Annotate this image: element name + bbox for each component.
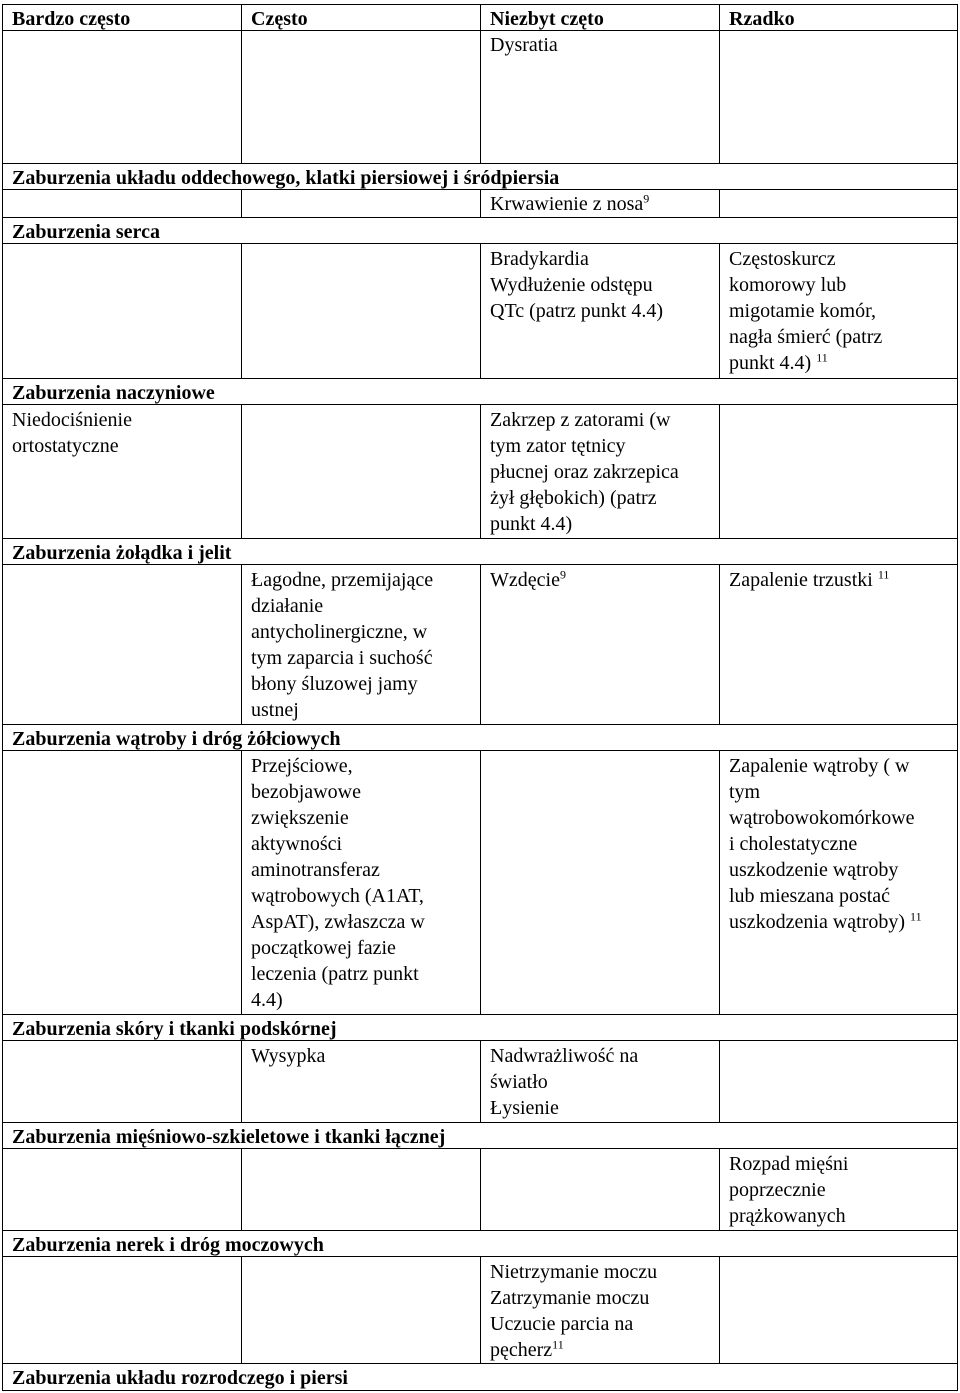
header-common: Często xyxy=(251,8,308,30)
section-gastrointestinal: Zaburzenia żołądka i jelit xyxy=(12,542,232,564)
border xyxy=(719,1256,720,1364)
cell-gi-uncommon: Wzdęcie$^9$ xyxy=(490,567,566,591)
header-very-common: Bardzo często xyxy=(12,8,131,30)
border xyxy=(2,4,3,1391)
border xyxy=(241,404,242,539)
cell-skin-uncommon: Nadwrażliwość na światło Łysienie xyxy=(490,1045,639,1119)
cell-heart-uncommon: Bradykardia Wydłużenie odstępu QTc (patrz punkt 4.4) xyxy=(490,248,663,322)
border xyxy=(957,4,958,1391)
cell-renal-uncommon: Nietrzymanie moczu Zatrzymanie moczu Uczucie parcia na pęcherz$^{11}$ xyxy=(490,1261,658,1361)
section-reproductive: Zaburzenia układu rozrodczego i piersi xyxy=(12,1367,348,1389)
border xyxy=(241,1148,242,1231)
border xyxy=(480,564,481,725)
border xyxy=(480,1256,481,1364)
border xyxy=(480,1040,481,1123)
border xyxy=(719,1148,720,1231)
section-vascular: Zaburzenia naczyniowe xyxy=(12,382,215,404)
cell-nosebleed: Krwawienie z nosa$^9$ xyxy=(490,191,650,215)
border xyxy=(241,243,242,379)
cell-gi-rare: Zapalenie trzustki $^{11}$ xyxy=(729,567,890,591)
header-uncommon: Niezbyt częto xyxy=(490,8,604,30)
border xyxy=(241,189,242,218)
cell-vascular-very-common: Niedociśnienie ortostatyczne xyxy=(12,409,132,457)
header-rare: Rzadko xyxy=(729,8,795,30)
border xyxy=(241,1040,242,1123)
cell-musc-rare: Rozpad mięśni poprzecznie prążkowanych xyxy=(729,1153,849,1227)
border xyxy=(480,750,481,1015)
section-liver: Zaburzenia wątroby i dróg żółciowych xyxy=(12,728,341,750)
section-renal: Zaburzenia nerek i dróg moczowych xyxy=(12,1234,324,1256)
section-heart: Zaburzenia serca xyxy=(12,221,160,243)
border xyxy=(241,1256,242,1364)
cell-dysratia: Dysratia xyxy=(490,34,558,56)
border xyxy=(241,564,242,725)
cell-vascular-uncommon: Zakrzep z zatorami (w tym zator tętnicy płucnej oraz zakrzepica żył głębokich) (patrz punkt 4.4) xyxy=(490,409,679,535)
cell-liver-rare: Zapalenie wątroby ( w tym wątrobowokomórkowe i cholestatyczne uszkodzenie wątroby lub mieszana postać uszkodzenia wątroby) $^{11}$ xyxy=(729,755,922,933)
section-respiratory: Zaburzenia układu oddechowego, klatki piersiowej i śródpiersia xyxy=(12,167,560,189)
border xyxy=(241,750,242,1015)
border xyxy=(241,4,242,31)
border xyxy=(719,30,720,164)
cell-liver-common: Przejściowe, bezobjawowe zwiększenie aktywności aminotransferaz wątrobowych (A1AT, AspAT), zwłaszcza w początkowej fazie leczenia (patrz punkt 4.4) xyxy=(251,755,425,1011)
border xyxy=(480,189,481,218)
border xyxy=(719,404,720,539)
section-skin: Zaburzenia skóry i tkanki podskórnej xyxy=(12,1018,337,1040)
border xyxy=(719,4,720,31)
border xyxy=(719,1040,720,1123)
border xyxy=(719,243,720,379)
border xyxy=(719,750,720,1015)
border xyxy=(241,30,242,164)
border xyxy=(480,4,481,31)
cell-heart-rare: Częstoskurcz komorowy lub migotamie komór, nagła śmierć (patrz punkt 4.4) $^{11}$ xyxy=(729,248,883,374)
border xyxy=(480,243,481,379)
border xyxy=(480,30,481,164)
border xyxy=(719,189,720,218)
border xyxy=(480,1148,481,1231)
cell-gi-common: Łagodne, przemijające działanie antycholinergiczne, w tym zaparcia i suchość błony śluzowej jamy ustnej xyxy=(251,569,434,721)
border xyxy=(719,564,720,725)
cell-skin-common: Wysypka xyxy=(251,1045,326,1067)
border xyxy=(480,404,481,539)
section-musculoskeletal: Zaburzenia mięśniowo-szkieletowe i tkanki łącznej xyxy=(12,1126,446,1148)
